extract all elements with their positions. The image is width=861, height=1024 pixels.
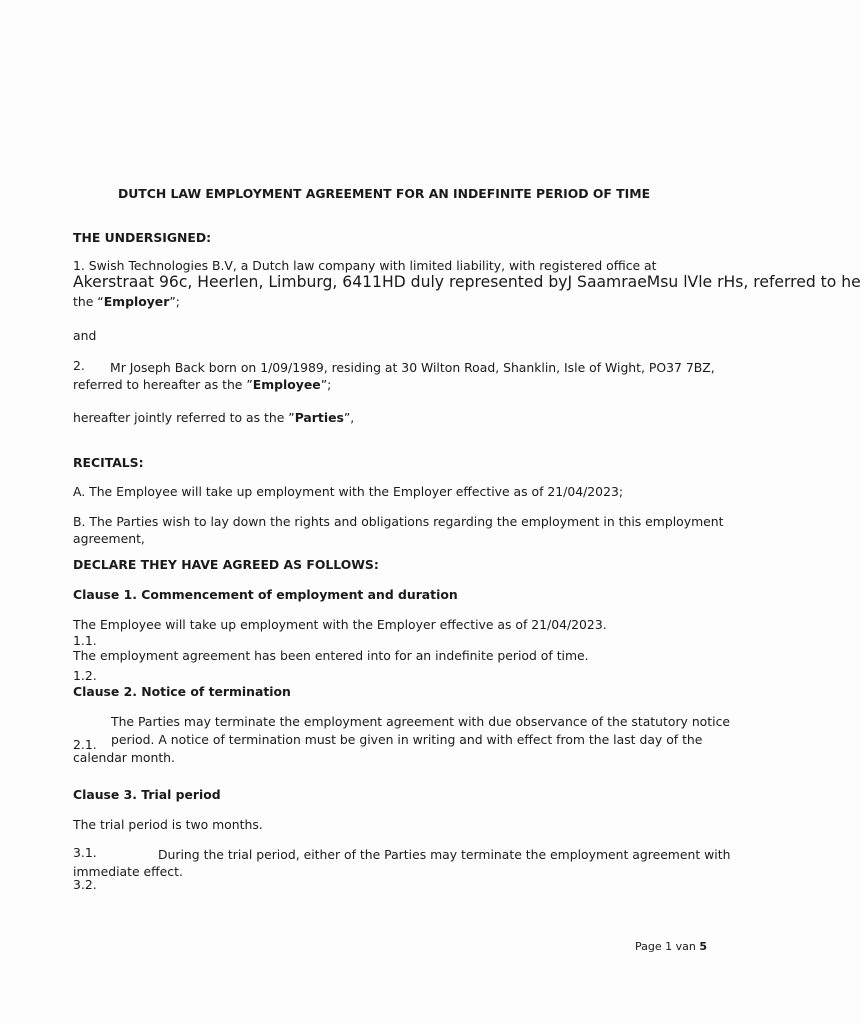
- clause2-line1: The Parties may terminate the employment agreement with due observance of the statutory notice: [111, 714, 730, 729]
- page-of: van: [675, 940, 696, 953]
- party1-line3: [73, 294, 180, 309]
- recitals-heading: RECITALS:: [73, 455, 144, 470]
- page-total: 5: [699, 940, 708, 953]
- page-number: [635, 940, 707, 953]
- clause1-heading: Clause 1. Commencement of employment and duration: [73, 587, 458, 602]
- page-current: 1: [665, 940, 673, 953]
- clause3-text1: The trial period is two months.: [73, 817, 263, 832]
- recital-b-line1: B. The Parties wish to lay down the rights and obligations regarding the employment in this employment: [73, 514, 724, 529]
- recital-a: A. The Employee will take up employment with the Employer effective as of 21/04/2023;: [73, 484, 624, 499]
- text: ”;: [320, 377, 332, 392]
- recital-b-line2: agreement,: [73, 531, 145, 546]
- text: referred to hereafter as the ”: [73, 377, 253, 392]
- clause2-line3: calendar month.: [73, 750, 175, 765]
- text: ”;: [169, 294, 180, 309]
- clause3-number1: 3.1.: [73, 845, 97, 860]
- declare-heading: DECLARE THEY HAVE AGREED AS FOLLOWS:: [73, 557, 379, 572]
- parties-term: Parties: [294, 410, 344, 425]
- party2-number: 2.: [73, 358, 85, 373]
- party2-line1: Mr Joseph Back born on 1/09/1989, residing at 30 Wilton Road, Shanklin, Isle of Wight, PO37 7BZ,: [110, 360, 715, 375]
- clause1-text2: The employment agreement has been entered into for an indefinite period of time.: [73, 648, 589, 663]
- employer-term: Employer: [103, 294, 170, 309]
- clause3-line3: immediate effect.: [73, 864, 183, 879]
- page-label: Page: [635, 940, 662, 953]
- clause2-line2: period. A notice of termination must be given in writing and with effect from the last day of the: [111, 732, 703, 747]
- clause2-number: 2.1.: [73, 737, 97, 752]
- clause1-number1: 1.1.: [73, 633, 97, 648]
- clause1-number2: 1.2.: [73, 668, 97, 683]
- employee-term: Employee: [252, 377, 321, 392]
- text: ”,: [343, 410, 355, 425]
- and-text: and: [73, 328, 97, 343]
- undersigned-heading: THE UNDERSIGNED:: [73, 230, 212, 245]
- clause3-line2: During the trial period, either of the Parties may terminate the employment agreement with: [158, 847, 731, 862]
- clause1-text1: The Employee will take up employment with the Employer effective as of 21/04/2023.: [73, 617, 607, 632]
- party1-line2: Akerstraat 96c, Heerlen, Limburg, 6411HD duly represented byJ SaamraeMsu lVle rHs, referred to he: [73, 273, 861, 291]
- clause3-number2: 3.2.: [73, 877, 97, 892]
- party1-line1: 1. Swish Technologies B.V, a Dutch law company with limited liability, with registered office at: [73, 258, 657, 273]
- clause2-heading: Clause 2. Notice of termination: [73, 684, 291, 699]
- parties-line: [73, 410, 354, 425]
- text: the “: [73, 294, 104, 309]
- party2-line2: [73, 377, 331, 392]
- clause3-heading: Clause 3. Trial period: [73, 787, 221, 802]
- text: hereafter jointly referred to as the ”: [73, 410, 295, 425]
- document-title: DUTCH LAW EMPLOYMENT AGREEMENT FOR AN INDEFINITE PERIOD OF TIME: [117, 186, 651, 201]
